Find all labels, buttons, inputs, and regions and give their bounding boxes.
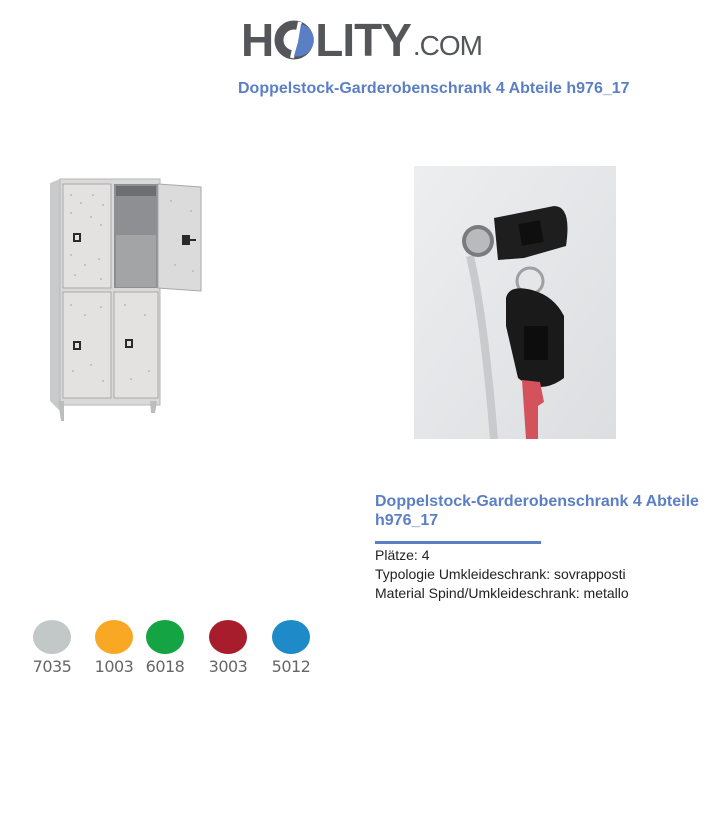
swatch-5012[interactable] bbox=[259, 620, 323, 676]
swatch-code: 6018 bbox=[145, 657, 185, 676]
swatch-dot bbox=[209, 620, 247, 654]
product-title: Doppelstock-Garderobenschrank 4 Abteile h976_17 bbox=[375, 493, 699, 529]
swatch-7035[interactable] bbox=[20, 620, 84, 676]
brand-tld: .COM bbox=[412, 30, 483, 61]
page-title: Doppelstock-Garderobenschrank 4 Abteile h976_17 bbox=[238, 80, 630, 97]
swatch-dot bbox=[272, 620, 310, 654]
logo-o-icon bbox=[274, 20, 314, 60]
lock-key-image bbox=[414, 166, 616, 439]
swatch-6018[interactable] bbox=[133, 620, 197, 676]
swatch-dot bbox=[146, 620, 184, 654]
title-divider bbox=[375, 541, 541, 544]
locker-product-image bbox=[45, 175, 210, 425]
brand-wordmark bbox=[241, 13, 482, 67]
lock-key-photo bbox=[414, 166, 616, 439]
swatch-dot bbox=[95, 620, 133, 654]
holity-logo[interactable] bbox=[241, 10, 482, 70]
spec-type: Typologie Umkleideschrank: sovrapposti bbox=[375, 566, 626, 582]
brand-letter-h: H bbox=[241, 14, 274, 66]
spec-material: Material Spind/Umkleideschrank: metallo bbox=[375, 585, 629, 601]
brand-letters-lity: LITY bbox=[315, 14, 411, 66]
swatch-code: 5012 bbox=[271, 657, 311, 676]
swatch-3003[interactable] bbox=[196, 620, 260, 676]
swatch-code: 3003 bbox=[208, 657, 248, 676]
swatch-dot bbox=[33, 620, 71, 654]
color-swatches bbox=[30, 620, 330, 690]
spec-places: Plätze: 4 bbox=[375, 547, 430, 563]
product-specs bbox=[375, 546, 629, 603]
swatch-code: 7035 bbox=[32, 657, 72, 676]
swatch-code: 1003 bbox=[94, 657, 134, 676]
